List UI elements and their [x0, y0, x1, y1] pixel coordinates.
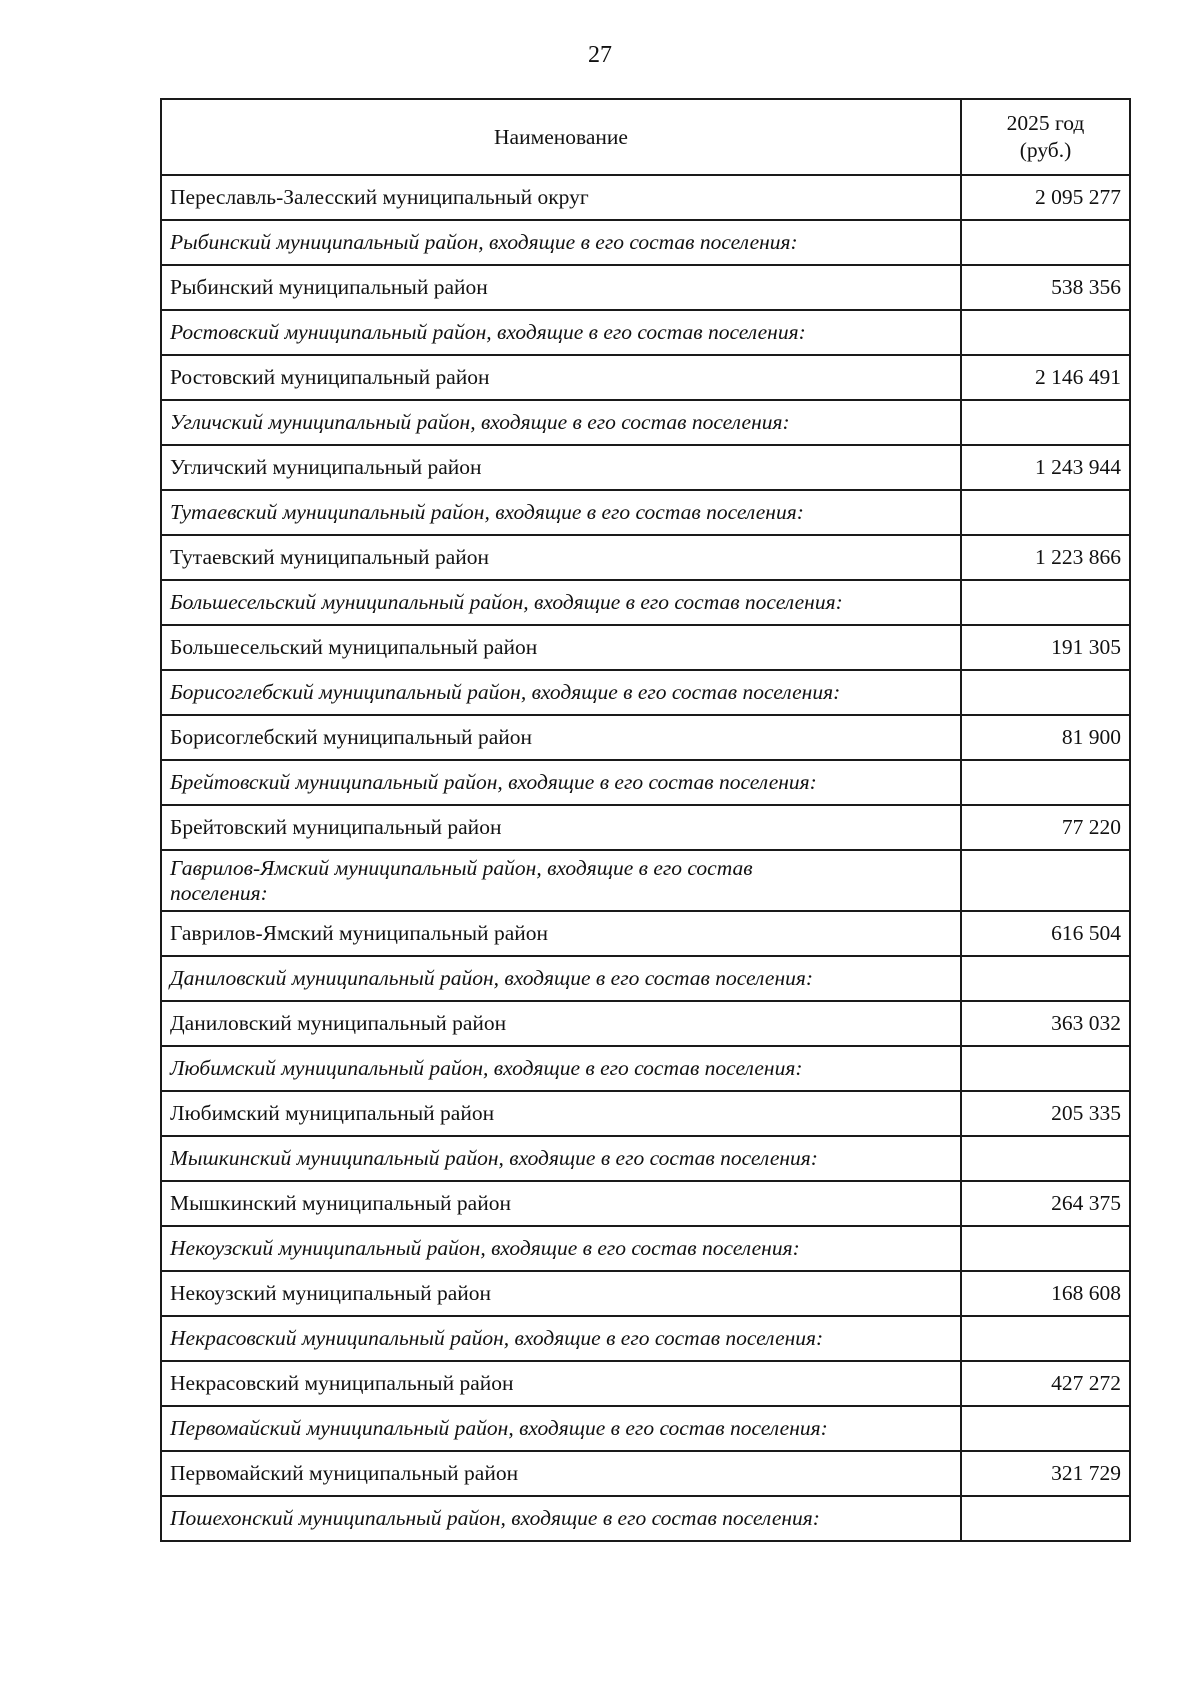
row-name-cell: Некрасовский муниципальный район, входящие в его состав поселения: [161, 1316, 961, 1361]
row-name-cell: Любимский муниципальный район, входящие в его состав поселения: [161, 1046, 961, 1091]
table-row [161, 1451, 1130, 1496]
table-body [161, 175, 1130, 1541]
row-name-cell: Даниловский муниципальный район, входящие в его состав поселения: [161, 956, 961, 1001]
table-row [161, 175, 1130, 220]
row-amount-cell: 168 608 [961, 1271, 1130, 1316]
table-row [161, 1091, 1130, 1136]
table-row [161, 1271, 1130, 1316]
row-amount-cell [961, 1316, 1130, 1361]
row-name-cell: Большесельский муниципальный район, входящие в его состав поселения: [161, 580, 961, 625]
row-name-cell: Рыбинский муниципальный район, входящие в его состав поселения: [161, 220, 961, 265]
budget-table [160, 98, 1131, 1542]
row-amount-cell [961, 1226, 1130, 1271]
header-amount [961, 99, 1130, 175]
table-row [161, 1361, 1130, 1406]
table-row-subheader [161, 670, 1130, 715]
table-row [161, 805, 1130, 850]
row-name-cell: Первомайский муниципальный район, входящие в его состав поселения: [161, 1406, 961, 1451]
row-amount-cell [961, 1046, 1130, 1091]
row-amount-cell: 2 095 277 [961, 175, 1130, 220]
row-name-line1: Гаврилов-Ямский муниципальный район, входящие в его состав [170, 855, 753, 880]
row-amount-cell [961, 1136, 1130, 1181]
table-row [161, 535, 1130, 580]
table-row-subheader [161, 400, 1130, 445]
row-amount-cell: 77 220 [961, 805, 1130, 850]
table-row [161, 1001, 1130, 1046]
row-name-cell: Тутаевский муниципальный район, входящие в его состав поселения: [161, 490, 961, 535]
table-row-subheader [161, 310, 1130, 355]
row-amount-cell: 363 032 [961, 1001, 1130, 1046]
table-row-subheader [161, 1226, 1130, 1271]
row-name-cell: Угличский муниципальный район [161, 445, 961, 490]
row-amount-cell: 2 146 491 [961, 355, 1130, 400]
table-row-subheader [161, 1046, 1130, 1091]
table-row-subheader [161, 1136, 1130, 1181]
table-row-subheader [161, 760, 1130, 805]
row-amount-cell: 81 900 [961, 715, 1130, 760]
row-name-cell: Брейтовский муниципальный район, входящие в его состав поселения: [161, 760, 961, 805]
table-header-row [161, 99, 1130, 175]
table-row-subheader [161, 956, 1130, 1001]
row-name-cell: Ростовский муниципальный район, входящие в его состав поселения: [161, 310, 961, 355]
row-name-cell: Даниловский муниципальный район [161, 1001, 961, 1046]
row-amount-cell: 191 305 [961, 625, 1130, 670]
row-amount-cell [961, 220, 1130, 265]
row-name-cell: Тутаевский муниципальный район [161, 535, 961, 580]
row-name-cell: Борисоглебский муниципальный район, входящие в его состав поселения: [161, 670, 961, 715]
row-amount-cell [961, 580, 1130, 625]
row-amount-cell [961, 1406, 1130, 1451]
table-row [161, 715, 1130, 760]
row-name-cell: Борисоглебский муниципальный район [161, 715, 961, 760]
table-row-subheader [161, 220, 1130, 265]
table-row-subheader [161, 850, 1130, 911]
row-amount-cell [961, 760, 1130, 805]
row-amount-cell: 264 375 [961, 1181, 1130, 1226]
row-amount-cell: 427 272 [961, 1361, 1130, 1406]
row-amount-cell: 321 729 [961, 1451, 1130, 1496]
row-amount-cell: 205 335 [961, 1091, 1130, 1136]
row-name-cell: Некрасовский муниципальный район [161, 1361, 961, 1406]
table-row [161, 445, 1130, 490]
row-amount-cell: 538 356 [961, 265, 1130, 310]
table-row [161, 1181, 1130, 1226]
row-name-cell: Первомайский муниципальный район [161, 1451, 961, 1496]
row-name-cell: Ростовский муниципальный район [161, 355, 961, 400]
row-name-cell: Мышкинский муниципальный район [161, 1181, 961, 1226]
row-amount-cell [961, 850, 1130, 911]
row-name-cell: Некоузский муниципальный район [161, 1271, 961, 1316]
row-name-cell: Большесельский муниципальный район [161, 625, 961, 670]
row-name-cell: Пошехонский муниципальный район, входящие в его состав поселения: [161, 1496, 961, 1541]
row-amount-cell [961, 400, 1130, 445]
row-name-cell: Угличский муниципальный район, входящие в его состав поселения: [161, 400, 961, 445]
row-amount-cell [961, 956, 1130, 1001]
row-amount-cell: 1 243 944 [961, 445, 1130, 490]
row-amount-cell [961, 310, 1130, 355]
page-number: 27 [588, 42, 612, 68]
row-name-cell: Переславль-Залесский муниципальный округ [161, 175, 961, 220]
table-row [161, 911, 1130, 956]
table-row-subheader [161, 1316, 1130, 1361]
row-name-cell: Некоузский муниципальный район, входящие в его состав поселения: [161, 1226, 961, 1271]
table-row [161, 265, 1130, 310]
row-amount-cell [961, 1496, 1130, 1541]
row-amount-cell: 1 223 866 [961, 535, 1130, 580]
table-row [161, 625, 1130, 670]
row-amount-cell: 616 504 [961, 911, 1130, 956]
row-name-cell: Рыбинский муниципальный район [161, 265, 961, 310]
row-name-cell: Брейтовский муниципальный район [161, 805, 961, 850]
table-row-subheader [161, 490, 1130, 535]
table-row [161, 355, 1130, 400]
table-row-subheader [161, 1496, 1130, 1541]
row-name-line2: поселения: [170, 880, 268, 905]
row-amount-cell [961, 490, 1130, 535]
row-name-cell [161, 850, 961, 911]
header-amount-unit: (руб.) [1019, 138, 1072, 162]
header-amount-year: 2025 год [1006, 111, 1085, 135]
table-row-subheader [161, 1406, 1130, 1451]
row-name-cell: Мышкинский муниципальный район, входящие в его состав поселения: [161, 1136, 961, 1181]
row-name-cell: Гаврилов-Ямский муниципальный район [161, 911, 961, 956]
row-name-cell: Любимский муниципальный район [161, 1091, 961, 1136]
row-amount-cell [961, 670, 1130, 715]
table-row-subheader [161, 580, 1130, 625]
header-name: Наименование [161, 99, 961, 175]
